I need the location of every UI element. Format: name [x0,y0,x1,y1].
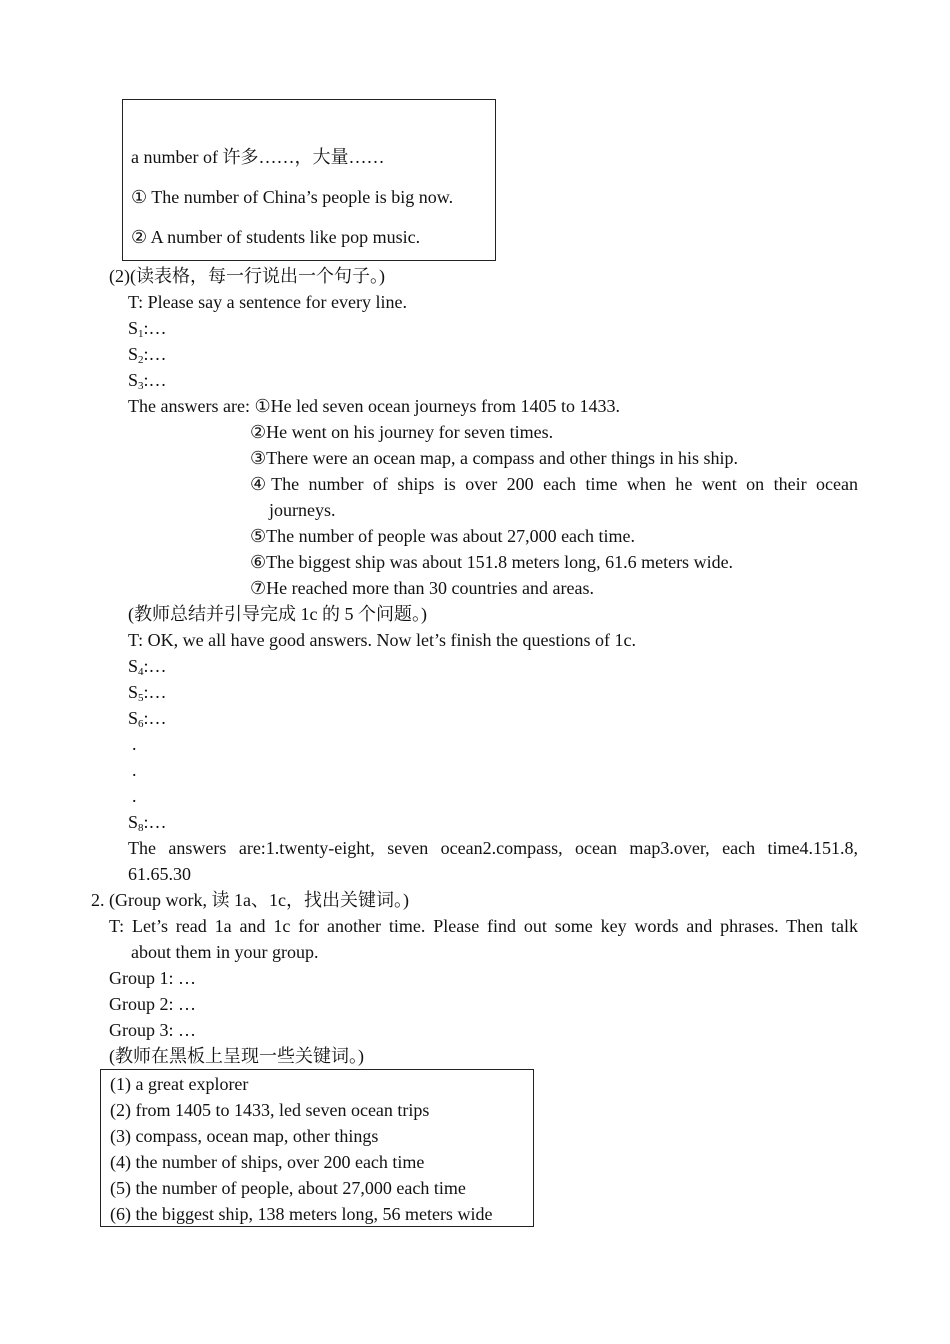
answers-summary-continued: 61.65.30 [128,864,191,884]
note-line-2: ① The number of China’s people is big now. [131,187,454,207]
teacher-note: (教师总结并引导完成 1c 的 5 个问题。) [128,604,427,624]
keyword-item: (3) compass, ocean map, other things [110,1126,379,1146]
answer-item: ④The number of ships is over 200 each time when he went on their ocean [250,474,858,494]
ellipsis-dot: . [132,734,137,754]
section-heading: (2)(读表格，每一行说出一个句子。) [109,266,385,286]
answer-item: ③There were an ocean map, a compass and other things in his ship. [250,448,738,468]
teacher-line: T: Let’s read 1a and 1c for another time. Please find out some key words and phrases. Then talk [109,916,858,936]
student-line-s4: $S_4:\dots$ [128,656,167,678]
note-line-1: a number of 许多……，大量…… [131,147,385,167]
keywords-box [100,1069,534,1227]
student-line-s8: $S_8:\dots$ [128,812,167,834]
keyword-item: (2) from 1405 to 1433, led seven ocean trips [110,1100,430,1120]
keyword-item: (5) the number of people, about 27,000 each time [110,1178,466,1198]
group-line: Group 1: … [109,968,196,988]
teacher-note: (教师在黑板上呈现一些关键词。) [109,1046,364,1066]
student-line-s1: $S_1:\dots$ [128,318,167,340]
answer-item: ②He went on his journey for seven times. [250,422,554,442]
answers-lead: The answers are: ①He led seven ocean journeys from 1405 to 1433. [128,396,620,416]
note-box [122,99,496,261]
note-line-3: ② A number of students like pop music. [131,227,421,247]
teacher-line: T: OK, we all have good answers. Now let’s finish the questions of 1c. [128,630,637,650]
answers-summary: The answers are:1.twenty-eight, seven ocean2.compass, ocean map3.over, each time4.151.8, [128,838,858,858]
ellipsis-dot: . [132,760,137,780]
teacher-line: T: Please say a sentence for every line. [128,292,407,312]
keyword-item: (4) the number of ships, over 200 each time [110,1152,425,1172]
keyword-item: (1) a great explorer [110,1074,249,1094]
student-line-s2: $S_2:\dots$ [128,344,167,366]
ellipsis-dot: . [132,786,137,806]
student-line-s5: $S_5:\dots$ [128,682,167,704]
student-line-s3: $S_3:\dots$ [128,370,167,392]
group-line: Group 3: … [109,1020,196,1040]
answer-item: ⑥The biggest ship was about 151.8 meters long, 61.6 meters wide. [250,552,734,572]
section-heading: 2. (Group work, 读 1a、1c，找出关键词。) [91,890,409,910]
teacher-line-continued: about them in your group. [131,942,319,962]
answer-item: ⑦He reached more than 30 countries and areas. [250,578,594,598]
student-line-s6: $S_6:\dots$ [128,708,167,730]
answer-item-continued: journeys. [269,500,336,520]
group-line: Group 2: … [109,994,196,1014]
keyword-item: (6) the biggest ship, 138 meters long, 56 meters wide [110,1204,493,1224]
answer-item: ⑤The number of people was about 27,000 each time. [250,526,636,546]
